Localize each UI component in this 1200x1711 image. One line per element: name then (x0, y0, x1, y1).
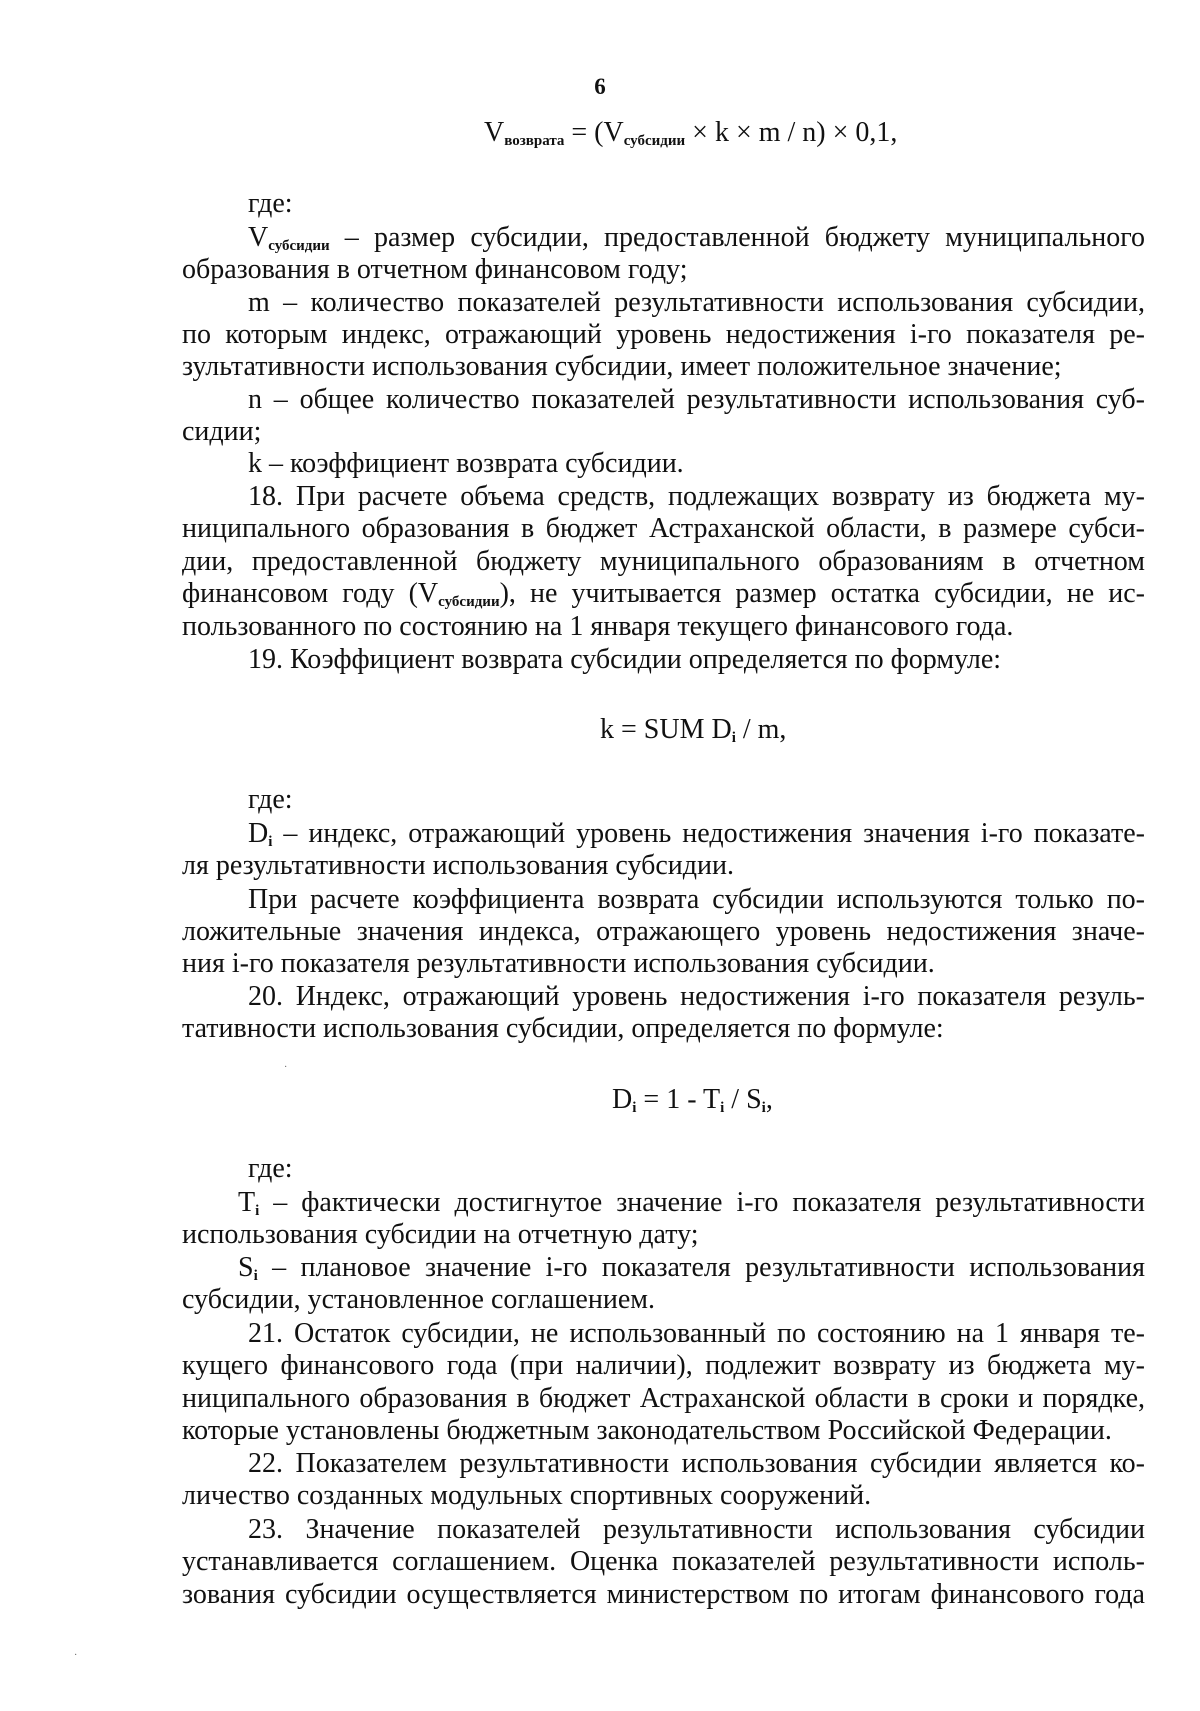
p22-line-1: 22. Показателем результативности использования субсидии является ко- (248, 1448, 1145, 1479)
t-definition-line-1 (238, 1187, 1145, 1219)
p18-line-1: 18. При расчете объема средств, подлежащих возврату из бюджета му- (248, 481, 1145, 512)
p18-line-2: ниципального образования в бюджет Астраханской области, в размере субси- (182, 513, 1145, 544)
v-subscript: субсидии (268, 238, 330, 254)
t-definition-line-2: использования субсидии на отчетную дату; (182, 1219, 699, 1250)
formula-lhs-subscript: возврата (504, 133, 565, 149)
p18-subscript: субсидии (438, 594, 500, 610)
p19: 19. Коэффициент возврата субсидии определяется по формуле: (248, 644, 1002, 675)
t-subscript: i (255, 1203, 260, 1219)
s-definition-line-2: субсидии, установленное соглашением. (182, 1284, 655, 1315)
p23-line-2: устанавливается соглашением. Оценка показателей результативности исполь- (182, 1546, 1145, 1577)
p21-line-4: которые установлены бюджетным законодательством Российской Федерации. (182, 1415, 1112, 1446)
where-label-1: где: (248, 188, 293, 219)
p22-line-2: личество созданных модульных спортивных сооружений. (182, 1480, 872, 1511)
d-definition-text: – индекс, отражающий уровень недостижения значения i-го показате- (272, 818, 1145, 849)
note-line-1: При расчете коэффициента возврата субсидии используются только по- (248, 884, 1145, 915)
p20-line-2: тативности использования субсидии, определяется по формуле: (182, 1013, 944, 1044)
formula-return-volume (484, 117, 897, 149)
where-label-3: где: (248, 1153, 293, 1184)
formula-d-mid: = 1 - T (636, 1084, 721, 1115)
note-line-3: ния i-го показателя результативности использования субсидии. (182, 948, 935, 979)
s-definition-line-1 (238, 1252, 1145, 1284)
n-definition-line-1: n – общее количество показателей результативности использования суб- (248, 384, 1145, 415)
m-definition-line-2: по которым индекс, отражающий уровень недостижения i-го показателя ре- (182, 319, 1145, 350)
v-definition-line-2: образования в отчетном финансовом году; (182, 254, 688, 285)
t-symbol: T (238, 1187, 256, 1218)
v-symbol: V (248, 222, 269, 253)
formula-k-pre: k = SUM D (600, 714, 732, 745)
p18-line-4-pre: финансовом году (V (182, 578, 439, 609)
p21-line-1: 21. Остаток субсидии, не использованный по состоянию на 1 января те- (248, 1318, 1145, 1349)
s-definition-text: – плановое значение i-го показателя результативности использования (257, 1252, 1145, 1283)
p18-line-3: дии, предоставленной бюджету муниципального образованиям в отчетном (182, 546, 1145, 577)
formula-d-subscript: i (632, 1100, 637, 1116)
formula-d-end: , (765, 1084, 773, 1115)
formula-k-subscript: i (731, 730, 736, 746)
p23-line-1: 23. Значение показателей результативности использования субсидии (248, 1514, 1145, 1545)
formula-lhs-symbol: V (484, 117, 505, 148)
m-definition-line-3: зультативности использования субсидии, имеет положительное значение; (182, 351, 1062, 382)
d-definition-line-2: ля результативности использования субсидии. (182, 850, 734, 881)
d-symbol: D (248, 818, 269, 849)
d-subscript: i (268, 834, 273, 850)
formula-k (600, 714, 786, 746)
m-definition-line-1: m – количество показателей результативности использования субсидии, (248, 287, 1145, 318)
s-symbol: S (238, 1252, 254, 1283)
formula-subsidy-subscript: субсидии (623, 133, 686, 149)
p20-line-1: 20. Индекс, отражающий уровень недостижения i-го показателя резуль- (248, 981, 1145, 1012)
p23-line-3: зования субсидии осуществляется министерством по итогам финансового года (182, 1579, 1145, 1610)
t-definition-text: – фактически достигнутое значение i-го показателя результативности (259, 1187, 1145, 1218)
formula-d-symbol: D (612, 1084, 633, 1115)
formula-d (612, 1084, 773, 1116)
v-definition-line-1 (248, 222, 1145, 254)
p21-line-2: кущего финансового года (при наличии), подлежит возврату из бюджета му- (182, 1350, 1145, 1381)
d-definition-line-1 (248, 818, 1145, 850)
p21-line-3: ниципального образования в бюджет Астраханской области в сроки и порядке, (182, 1383, 1145, 1414)
where-label-2: где: (248, 784, 293, 815)
p18-line-5: пользованного по состоянию на 1 января текущего финансового года. (182, 611, 1014, 642)
formula-open: = (V (564, 117, 624, 148)
scan-speck: · (284, 1062, 288, 1073)
s-subscript: i (253, 1268, 258, 1284)
formula-rest: × k × m / n) × 0,1, (685, 117, 898, 148)
formula-t-subscript: i (720, 1100, 725, 1116)
k-definition: k – коэффициент возврата субсидии. (248, 448, 684, 479)
scan-speck: · (74, 1650, 78, 1661)
note-line-2: ложительные значения индекса, отражающего уровень недостижения значе- (182, 916, 1145, 947)
formula-d-slash: / S (724, 1084, 762, 1115)
n-definition-line-2: сидии; (182, 416, 262, 447)
formula-s-subscript: i (761, 1100, 766, 1116)
formula-k-post: / m, (735, 714, 787, 745)
page-number: 6 (594, 74, 606, 99)
p18-line-4 (182, 578, 1145, 610)
v-definition-text: – размер субсидии, предоставленной бюджету муниципального (329, 222, 1145, 253)
p18-line-4-post: ), не учитывается размер остатка субсидии, не ис- (499, 578, 1145, 609)
